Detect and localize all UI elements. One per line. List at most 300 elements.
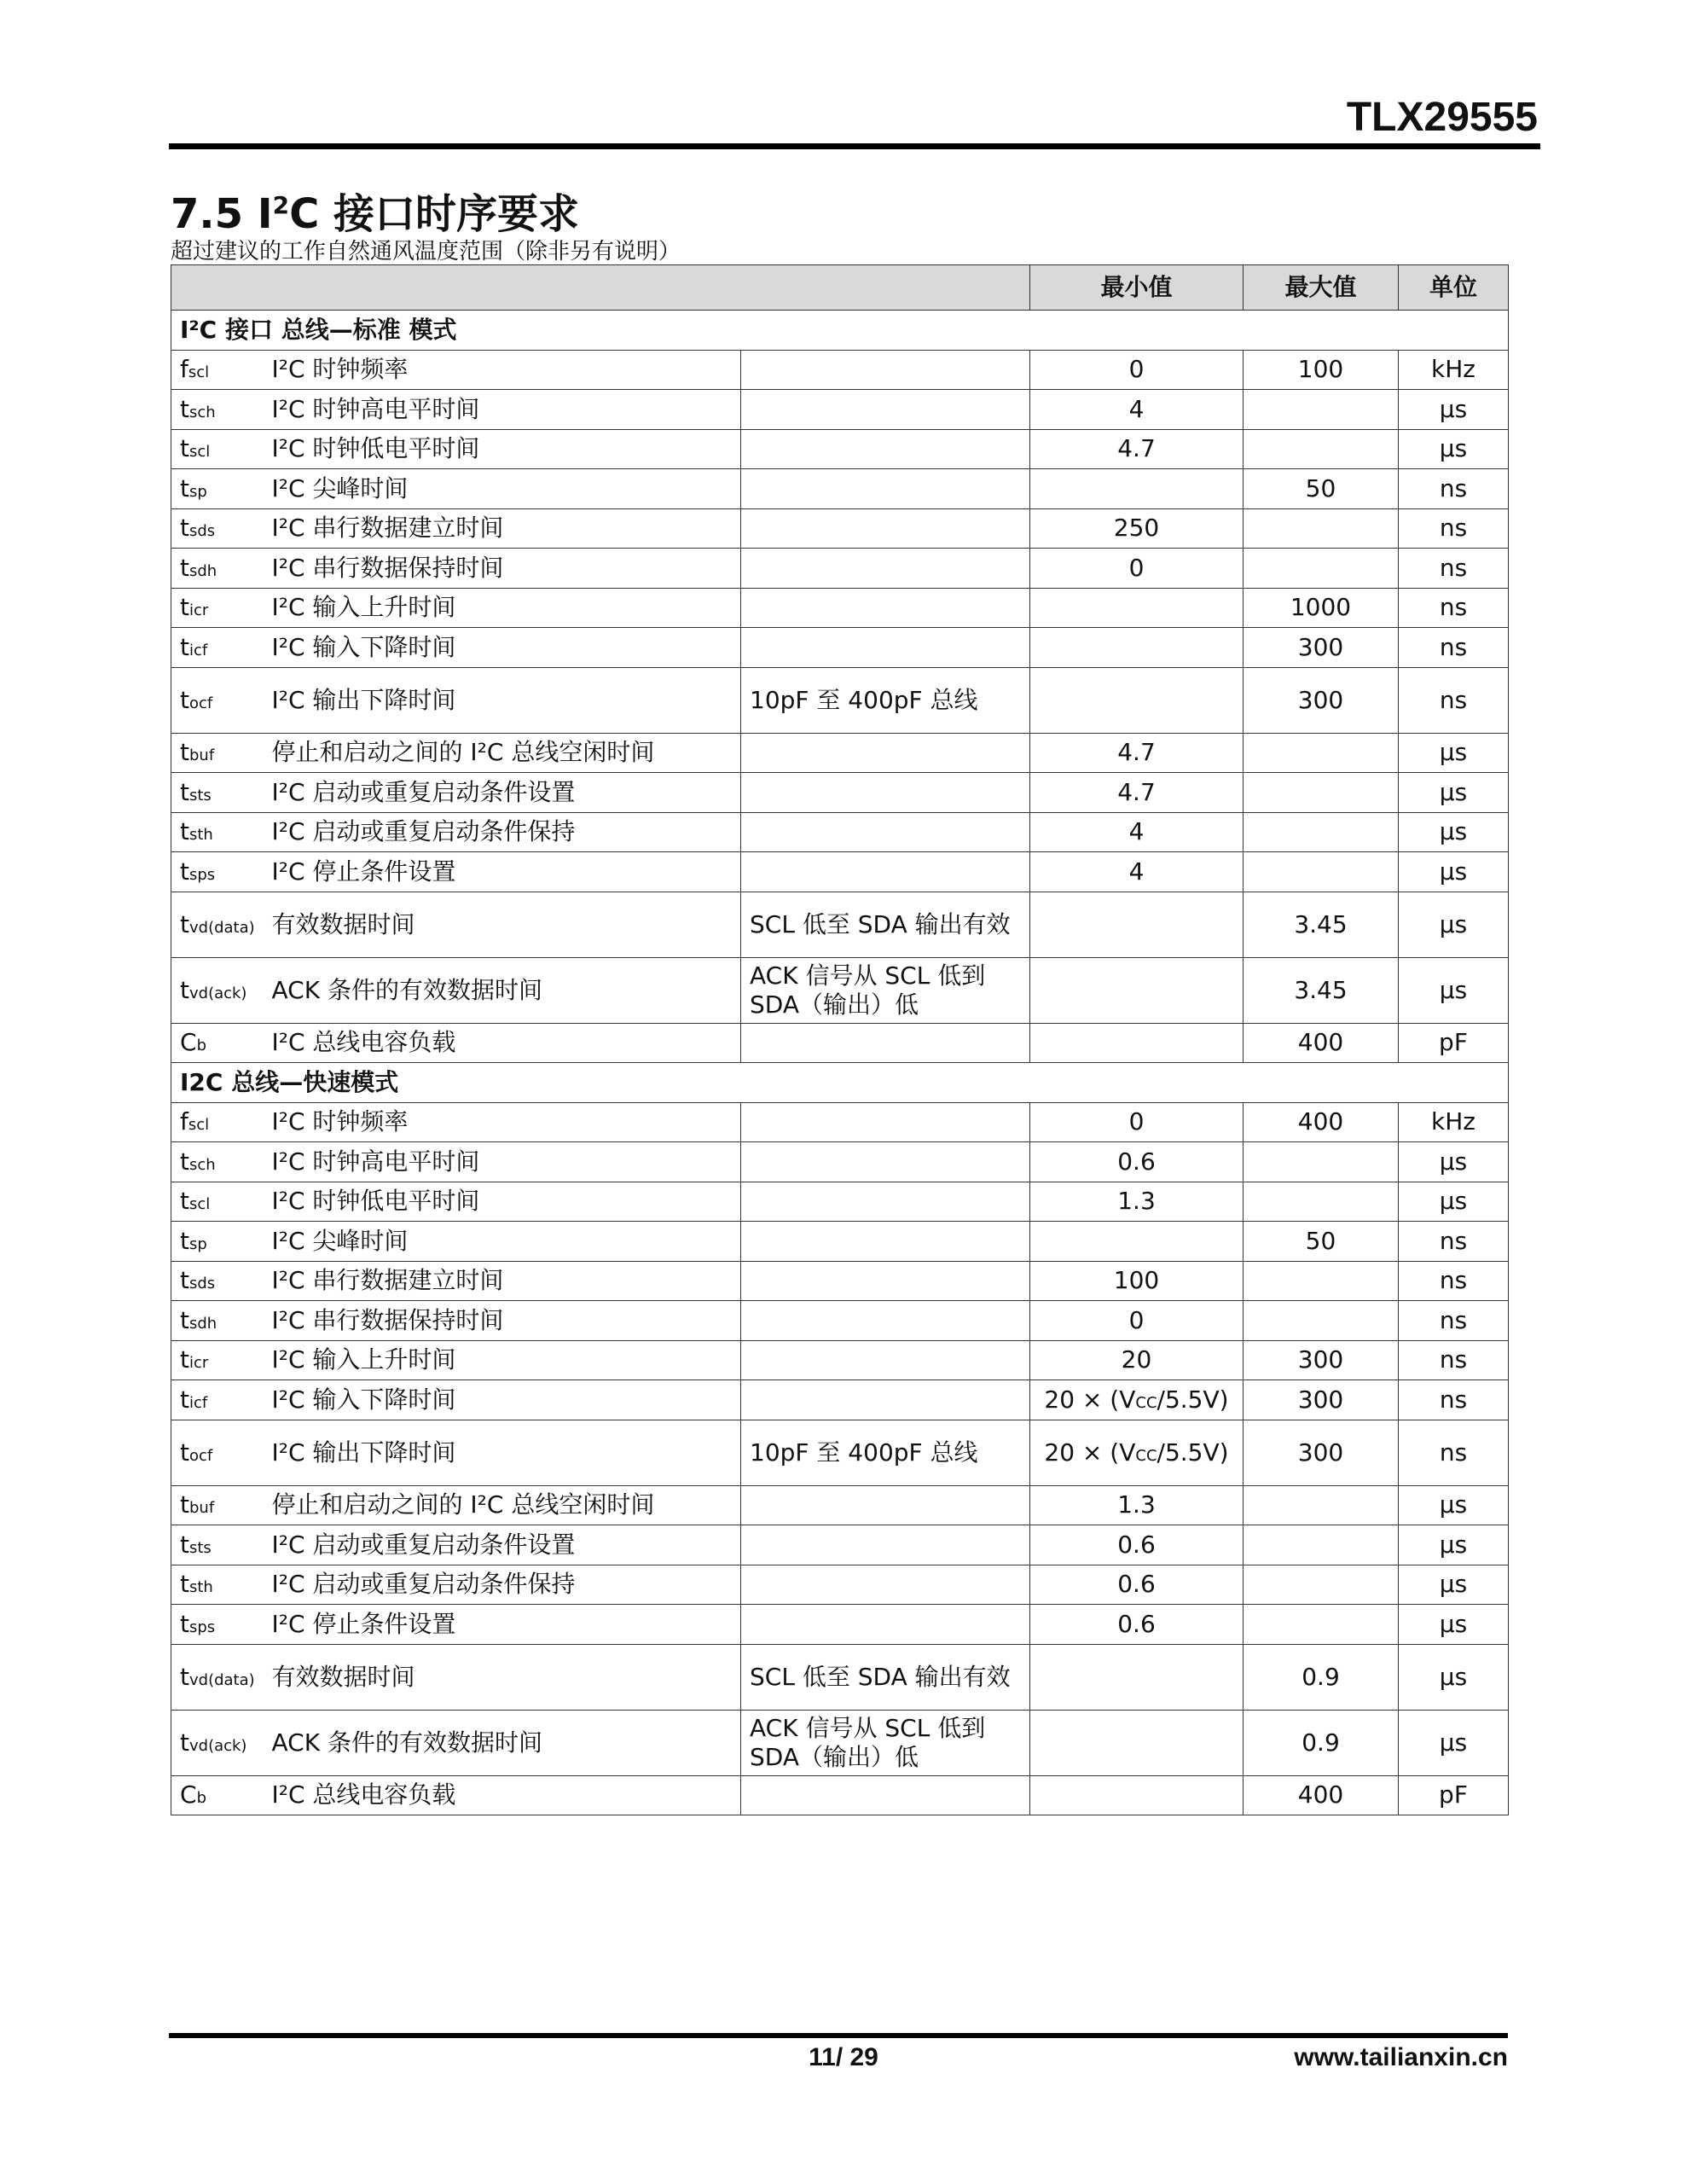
- symbol-subscript: sp: [188, 1234, 207, 1253]
- min-value-cell: [1030, 1222, 1244, 1262]
- min-value-cell: [1030, 892, 1244, 957]
- symbol-main: t: [180, 1438, 189, 1467]
- website-link[interactable]: www.tailianxin.cn: [1294, 2043, 1508, 2071]
- condition-cell: [741, 588, 1030, 628]
- max-value-cell: 100: [1244, 350, 1399, 390]
- min-value-cell: 4: [1030, 390, 1244, 430]
- min-value-cell: [1030, 1023, 1244, 1063]
- symbol-subscript: icf: [188, 1393, 208, 1412]
- unit-cell: ns: [1399, 1261, 1509, 1301]
- parameter-cell: I²C 时钟低电平时间: [264, 429, 741, 469]
- symbol-cell: [171, 1222, 264, 1262]
- condition-cell: ACK 信号从 SCL 低到 SDA（输出）低: [741, 957, 1030, 1023]
- parameter-cell: I²C 串行数据建立时间: [264, 1261, 741, 1301]
- table-row: [171, 350, 1509, 390]
- symbol-main: t: [180, 593, 189, 622]
- table-row: [171, 469, 1509, 509]
- parameter-cell: I²C 时钟高电平时间: [264, 1142, 741, 1182]
- symbol-main: t: [180, 1728, 189, 1757]
- symbol-cell: [171, 733, 264, 773]
- table-row: [171, 429, 1509, 469]
- min-value-cell: 0.6: [1030, 1565, 1244, 1605]
- symbol-main: t: [180, 1490, 189, 1519]
- symbol-subscript: vd(ack): [188, 1736, 247, 1755]
- max-value-cell: 3.45: [1244, 892, 1399, 957]
- symbol-subscript: scl: [188, 1116, 210, 1135]
- max-value-cell: [1244, 1182, 1399, 1222]
- condition-cell: [741, 1565, 1030, 1605]
- table-row: [171, 1644, 1509, 1710]
- unit-cell: µs: [1399, 429, 1509, 469]
- table-row: [171, 957, 1509, 1023]
- table-row: [171, 1261, 1509, 1301]
- parameter-cell: I²C 输入下降时间: [264, 1380, 741, 1420]
- condition-cell: [741, 1023, 1030, 1063]
- symbol-cell: [171, 892, 264, 957]
- table-row: [171, 1525, 1509, 1565]
- condition-cell: SCL 低至 SDA 输出有效: [741, 892, 1030, 957]
- symbol-cell: [171, 1420, 264, 1485]
- symbol-subscript: sts: [188, 786, 212, 804]
- symbol-cell: [171, 588, 264, 628]
- parameter-cell: I²C 输出下降时间: [264, 1420, 741, 1485]
- max-value-cell: [1244, 1301, 1399, 1341]
- symbol-cell: [171, 1380, 264, 1420]
- symbol-cell: [171, 390, 264, 430]
- section-heading: I2C 总线—快速模式: [171, 1063, 1509, 1103]
- max-value-cell: [1244, 733, 1399, 773]
- unit-cell: pF: [1399, 1023, 1509, 1063]
- condition-cell: SCL 低至 SDA 输出有效: [741, 1644, 1030, 1710]
- condition-cell: [741, 1102, 1030, 1142]
- symbol-subscript: scl: [188, 1195, 211, 1214]
- condition-cell: [741, 1261, 1030, 1301]
- table-row: [171, 588, 1509, 628]
- symbol-main: t: [180, 1609, 189, 1638]
- min-value-cell: 4.7: [1030, 733, 1244, 773]
- max-value-cell: 300: [1244, 1420, 1399, 1485]
- max-value-cell: 1000: [1244, 588, 1399, 628]
- unit-cell: ns: [1399, 549, 1509, 589]
- parameter-cell: I²C 时钟低电平时间: [264, 1182, 741, 1222]
- unit-cell: µs: [1399, 1565, 1509, 1605]
- symbol-cell: [171, 1485, 264, 1525]
- min-value-cell: [1030, 957, 1244, 1023]
- min-value-cell: 20 × (VCC/5.5V): [1030, 1380, 1244, 1420]
- symbol-main: t: [180, 1345, 189, 1374]
- symbol-main: t: [180, 1187, 189, 1216]
- symbol-cell: [171, 1710, 264, 1775]
- unit-cell: µs: [1399, 812, 1509, 852]
- header-rule: [169, 143, 1540, 149]
- table-row: [171, 1222, 1509, 1262]
- symbol-subscript: sds: [188, 522, 216, 541]
- min-value-cell: 1.3: [1030, 1182, 1244, 1222]
- unit-cell: µs: [1399, 1644, 1509, 1710]
- page-number: 11/ 29: [809, 2043, 878, 2071]
- symbol-subscript: sch: [188, 1155, 216, 1174]
- min-value-cell: 4.7: [1030, 429, 1244, 469]
- symbol-subscript: sps: [188, 1618, 216, 1636]
- symbol-main: t: [180, 632, 189, 661]
- parameter-cell: I²C 输入下降时间: [264, 628, 741, 668]
- min-value-cell: 0: [1030, 549, 1244, 589]
- min-value-cell: [1030, 628, 1244, 668]
- unit-cell: ns: [1399, 469, 1509, 509]
- symbol-subscript: scl: [188, 443, 211, 462]
- timing-requirements-table: [171, 264, 1509, 1815]
- condition-cell: [741, 1380, 1030, 1420]
- parameter-cell: I²C 启动或重复启动条件保持: [264, 1565, 741, 1605]
- unit-cell: ns: [1399, 1222, 1509, 1262]
- unit-cell: µs: [1399, 957, 1509, 1023]
- parameter-cell: I²C 停止条件设置: [264, 1605, 741, 1645]
- min-value-cell: [1030, 469, 1244, 509]
- max-value-cell: 3.45: [1244, 957, 1399, 1023]
- symbol-main: t: [180, 1226, 189, 1255]
- condition-cell: [741, 852, 1030, 892]
- min-value-cell: 0.6: [1030, 1525, 1244, 1565]
- max-value-cell: 0.9: [1244, 1644, 1399, 1710]
- section-heading: I²C 接口 总线—标准 模式: [171, 311, 1509, 351]
- min-value-cell: [1030, 667, 1244, 733]
- parameter-cell: I²C 时钟频率: [264, 350, 741, 390]
- unit-cell: µs: [1399, 1710, 1509, 1775]
- symbol-main: t: [180, 514, 189, 543]
- max-value-cell: [1244, 390, 1399, 430]
- max-value-cell: 50: [1244, 469, 1399, 509]
- table-row: [171, 1710, 1509, 1775]
- condition-cell: [741, 1301, 1030, 1341]
- condition-cell: 10pF 至 400pF 总线: [741, 1420, 1030, 1485]
- symbol-cell: [171, 852, 264, 892]
- symbol-main: t: [180, 1266, 189, 1295]
- header-min: 最小值: [1030, 265, 1244, 311]
- symbol-main: t: [180, 473, 189, 502]
- unit-cell: ns: [1399, 1380, 1509, 1420]
- symbol-main: t: [180, 975, 189, 1004]
- table-row: [171, 1340, 1509, 1380]
- unit-cell: ns: [1399, 667, 1509, 733]
- symbol-subscript: icr: [188, 601, 209, 620]
- symbol-main: t: [180, 553, 189, 582]
- document-part-number: TLX29555: [1346, 95, 1538, 140]
- condition-cell: [741, 1142, 1030, 1182]
- unit-cell: µs: [1399, 390, 1509, 430]
- symbol-cell: [171, 1605, 264, 1645]
- symbol-subscript: sps: [188, 865, 216, 884]
- min-value-cell: [1030, 1644, 1244, 1710]
- symbol-main: t: [180, 1662, 189, 1691]
- symbol-subscript: sth: [188, 1578, 213, 1597]
- unit-cell: kHz: [1399, 1102, 1509, 1142]
- symbol-main: t: [180, 909, 189, 938]
- condition-cell: [741, 733, 1030, 773]
- unit-cell: µs: [1399, 1142, 1509, 1182]
- parameter-cell: I²C 停止条件设置: [264, 852, 741, 892]
- parameter-cell: I²C 串行数据保持时间: [264, 1301, 741, 1341]
- symbol-subscript: buf: [188, 746, 215, 765]
- symbol-main: C: [180, 1780, 197, 1809]
- max-value-cell: 400: [1244, 1775, 1399, 1815]
- min-value-cell: 1.3: [1030, 1485, 1244, 1525]
- symbol-cell: [171, 1142, 264, 1182]
- table-body: [171, 311, 1509, 1815]
- parameter-cell: I²C 输入上升时间: [264, 1340, 741, 1380]
- symbol-subscript: sch: [188, 403, 216, 421]
- unit-cell: µs: [1399, 1605, 1509, 1645]
- max-value-cell: [1244, 1565, 1399, 1605]
- parameter-cell: I²C 尖峰时间: [264, 1222, 741, 1262]
- max-value-cell: 0.9: [1244, 1710, 1399, 1775]
- table-row: [171, 1485, 1509, 1525]
- table-header-row: [171, 265, 1509, 311]
- min-value-cell: 4: [1030, 852, 1244, 892]
- table-row: [171, 1605, 1509, 1645]
- symbol-subscript: scl: [188, 363, 210, 382]
- section-title-prefix: 7.5 I: [171, 190, 273, 238]
- symbol-subscript: ocf: [188, 1446, 213, 1465]
- footer-rule: [169, 2033, 1508, 2038]
- symbol-main: t: [180, 817, 189, 846]
- symbol-subscript: b: [196, 1037, 206, 1055]
- symbol-subscript: sts: [188, 1538, 212, 1557]
- symbol-cell: [171, 1182, 264, 1222]
- min-value-cell: 4.7: [1030, 773, 1244, 813]
- symbol-cell: [171, 1644, 264, 1710]
- table-row: [171, 892, 1509, 957]
- max-value-cell: 50: [1244, 1222, 1399, 1262]
- parameter-cell: I²C 尖峰时间: [264, 469, 741, 509]
- condition-cell: [741, 1182, 1030, 1222]
- symbol-subscript: icr: [188, 1354, 209, 1373]
- table-row: [171, 667, 1509, 733]
- max-value-cell: [1244, 429, 1399, 469]
- symbol-main: t: [180, 1147, 189, 1176]
- symbol-cell: [171, 1301, 264, 1341]
- parameter-cell: 停止和启动之间的 I²C 总线空闲时间: [264, 1485, 741, 1525]
- condition-cell: [741, 1485, 1030, 1525]
- condition-cell: [741, 1525, 1030, 1565]
- min-value-cell: 0.6: [1030, 1142, 1244, 1182]
- unit-cell: pF: [1399, 1775, 1509, 1815]
- symbol-subscript: b: [196, 1789, 206, 1808]
- symbol-main: t: [180, 1570, 189, 1599]
- min-value-cell: 0: [1030, 350, 1244, 390]
- symbol-subscript: vd(data): [188, 1670, 255, 1689]
- parameter-cell: 有效数据时间: [264, 1644, 741, 1710]
- table-row: [171, 1565, 1509, 1605]
- symbol-cell: [171, 773, 264, 813]
- symbol-cell: [171, 1775, 264, 1815]
- max-value-cell: [1244, 508, 1399, 549]
- min-value-cell: 0.6: [1030, 1605, 1244, 1645]
- min-value-cell: [1030, 1775, 1244, 1815]
- symbol-main: t: [180, 857, 189, 886]
- max-value-cell: [1244, 1142, 1399, 1182]
- condition-cell: [741, 1340, 1030, 1380]
- table-row: [171, 733, 1509, 773]
- unit-cell: ns: [1399, 508, 1509, 549]
- section-heading-row: [171, 311, 1509, 351]
- symbol-subscript: sdh: [188, 1314, 217, 1333]
- min-value-cell: 250: [1030, 508, 1244, 549]
- symbol-cell: [171, 469, 264, 509]
- symbol-cell: [171, 508, 264, 549]
- section-title-suffix: C 接口时序要求: [289, 190, 580, 238]
- table-row: [171, 1380, 1509, 1420]
- unit-cell: ns: [1399, 628, 1509, 668]
- max-value-cell: [1244, 812, 1399, 852]
- symbol-cell: [171, 1261, 264, 1301]
- condition-cell: [741, 773, 1030, 813]
- header-max: 最大值: [1244, 265, 1399, 311]
- parameter-cell: 停止和启动之间的 I²C 总线空闲时间: [264, 733, 741, 773]
- section-title-superscript: 2: [272, 191, 290, 219]
- condition-cell: [741, 549, 1030, 589]
- unit-cell: ns: [1399, 1340, 1509, 1380]
- max-value-cell: [1244, 1261, 1399, 1301]
- table-row: [171, 812, 1509, 852]
- min-value-cell: [1030, 1710, 1244, 1775]
- symbol-main: t: [180, 685, 189, 714]
- unit-cell: µs: [1399, 852, 1509, 892]
- symbol-subscript: sds: [188, 1275, 216, 1293]
- condition-cell: ACK 信号从 SCL 低到 SDA（输出）低: [741, 1710, 1030, 1775]
- table-row: [171, 508, 1509, 549]
- unit-cell: µs: [1399, 1182, 1509, 1222]
- condition-cell: [741, 628, 1030, 668]
- symbol-cell: [171, 350, 264, 390]
- table-row: [171, 628, 1509, 668]
- max-value-cell: [1244, 1525, 1399, 1565]
- symbol-cell: [171, 812, 264, 852]
- table-row: [171, 1420, 1509, 1485]
- section-title: [171, 181, 579, 240]
- symbol-cell: [171, 429, 264, 469]
- parameter-cell: I²C 总线电容负载: [264, 1023, 741, 1063]
- min-value-cell: 100: [1030, 1261, 1244, 1301]
- unit-cell: ns: [1399, 1420, 1509, 1485]
- symbol-cell: [171, 1525, 264, 1565]
- parameter-cell: I²C 串行数据保持时间: [264, 549, 741, 589]
- parameter-cell: I²C 时钟频率: [264, 1102, 741, 1142]
- table-row: [171, 773, 1509, 813]
- max-value-cell: 300: [1244, 628, 1399, 668]
- symbol-subscript: sp: [188, 482, 207, 501]
- table-row: [171, 549, 1509, 589]
- condition-cell: [741, 350, 1030, 390]
- parameter-cell: I²C 启动或重复启动条件设置: [264, 1525, 741, 1565]
- parameter-cell: I²C 总线电容负载: [264, 1775, 741, 1815]
- section-heading-row: [171, 1063, 1509, 1103]
- table-row: [171, 1775, 1509, 1815]
- max-value-cell: 400: [1244, 1023, 1399, 1063]
- table-row: [171, 1182, 1509, 1222]
- table-row: [171, 1102, 1509, 1142]
- parameter-cell: I²C 时钟高电平时间: [264, 390, 741, 430]
- header-unit: 单位: [1399, 265, 1509, 311]
- symbol-subscript: sth: [188, 826, 213, 845]
- symbol-main: t: [180, 394, 189, 423]
- table-row: [171, 852, 1509, 892]
- max-value-cell: 400: [1244, 1102, 1399, 1142]
- parameter-cell: I²C 输入上升时间: [264, 588, 741, 628]
- max-value-cell: [1244, 773, 1399, 813]
- unit-cell: µs: [1399, 1485, 1509, 1525]
- unit-cell: µs: [1399, 733, 1509, 773]
- condition-cell: [741, 469, 1030, 509]
- min-value-cell: 0: [1030, 1102, 1244, 1142]
- min-value-cell: 20: [1030, 1340, 1244, 1380]
- max-value-cell: [1244, 549, 1399, 589]
- condition-cell: [741, 1222, 1030, 1262]
- symbol-subscript: sdh: [188, 561, 217, 580]
- symbol-main: t: [180, 1385, 189, 1414]
- symbol-subscript: ocf: [188, 694, 213, 712]
- symbol-main: f: [180, 355, 188, 384]
- min-value-cell: 0: [1030, 1301, 1244, 1341]
- symbol-main: t: [180, 738, 189, 767]
- condition-cell: [741, 508, 1030, 549]
- max-value-cell: [1244, 1485, 1399, 1525]
- symbol-cell: [171, 667, 264, 733]
- unit-cell: kHz: [1399, 350, 1509, 390]
- condition-cell: [741, 1775, 1030, 1815]
- condition-cell: [741, 812, 1030, 852]
- header-blank-cell: [171, 265, 1030, 311]
- table-row: [171, 1023, 1509, 1063]
- min-value-cell: 20 × (VCC/5.5V): [1030, 1420, 1244, 1485]
- symbol-subscript: icf: [188, 641, 208, 659]
- condition-cell: [741, 429, 1030, 469]
- symbol-subscript: buf: [188, 1499, 215, 1518]
- condition-cell: 10pF 至 400pF 总线: [741, 667, 1030, 733]
- condition-cell: [741, 390, 1030, 430]
- max-value-cell: 300: [1244, 1340, 1399, 1380]
- min-value-cell: 4: [1030, 812, 1244, 852]
- symbol-cell: [171, 1102, 264, 1142]
- symbol-cell: [171, 957, 264, 1023]
- parameter-cell: ACK 条件的有效数据时间: [264, 1710, 741, 1775]
- condition-cell: [741, 1605, 1030, 1645]
- parameter-cell: I²C 串行数据建立时间: [264, 508, 741, 549]
- symbol-main: t: [180, 434, 189, 463]
- symbol-cell: [171, 1340, 264, 1380]
- parameter-cell: I²C 输出下降时间: [264, 667, 741, 733]
- unit-cell: µs: [1399, 892, 1509, 957]
- table-row: [171, 390, 1509, 430]
- parameter-cell: 有效数据时间: [264, 892, 741, 957]
- symbol-subscript: vd(ack): [188, 984, 247, 1002]
- unit-cell: ns: [1399, 588, 1509, 628]
- symbol-main: f: [180, 1107, 188, 1136]
- symbol-main: C: [180, 1028, 197, 1057]
- min-value-cell: [1030, 588, 1244, 628]
- symbol-main: t: [180, 777, 189, 806]
- symbol-main: t: [180, 1530, 189, 1559]
- parameter-cell: I²C 启动或重复启动条件保持: [264, 812, 741, 852]
- max-value-cell: [1244, 1605, 1399, 1645]
- unit-cell: µs: [1399, 773, 1509, 813]
- max-value-cell: 300: [1244, 1380, 1399, 1420]
- symbol-cell: [171, 549, 264, 589]
- symbol-subscript: vd(data): [188, 918, 255, 937]
- symbol-cell: [171, 1023, 264, 1063]
- symbol-main: t: [180, 1305, 189, 1334]
- max-value-cell: 300: [1244, 667, 1399, 733]
- table-row: [171, 1142, 1509, 1182]
